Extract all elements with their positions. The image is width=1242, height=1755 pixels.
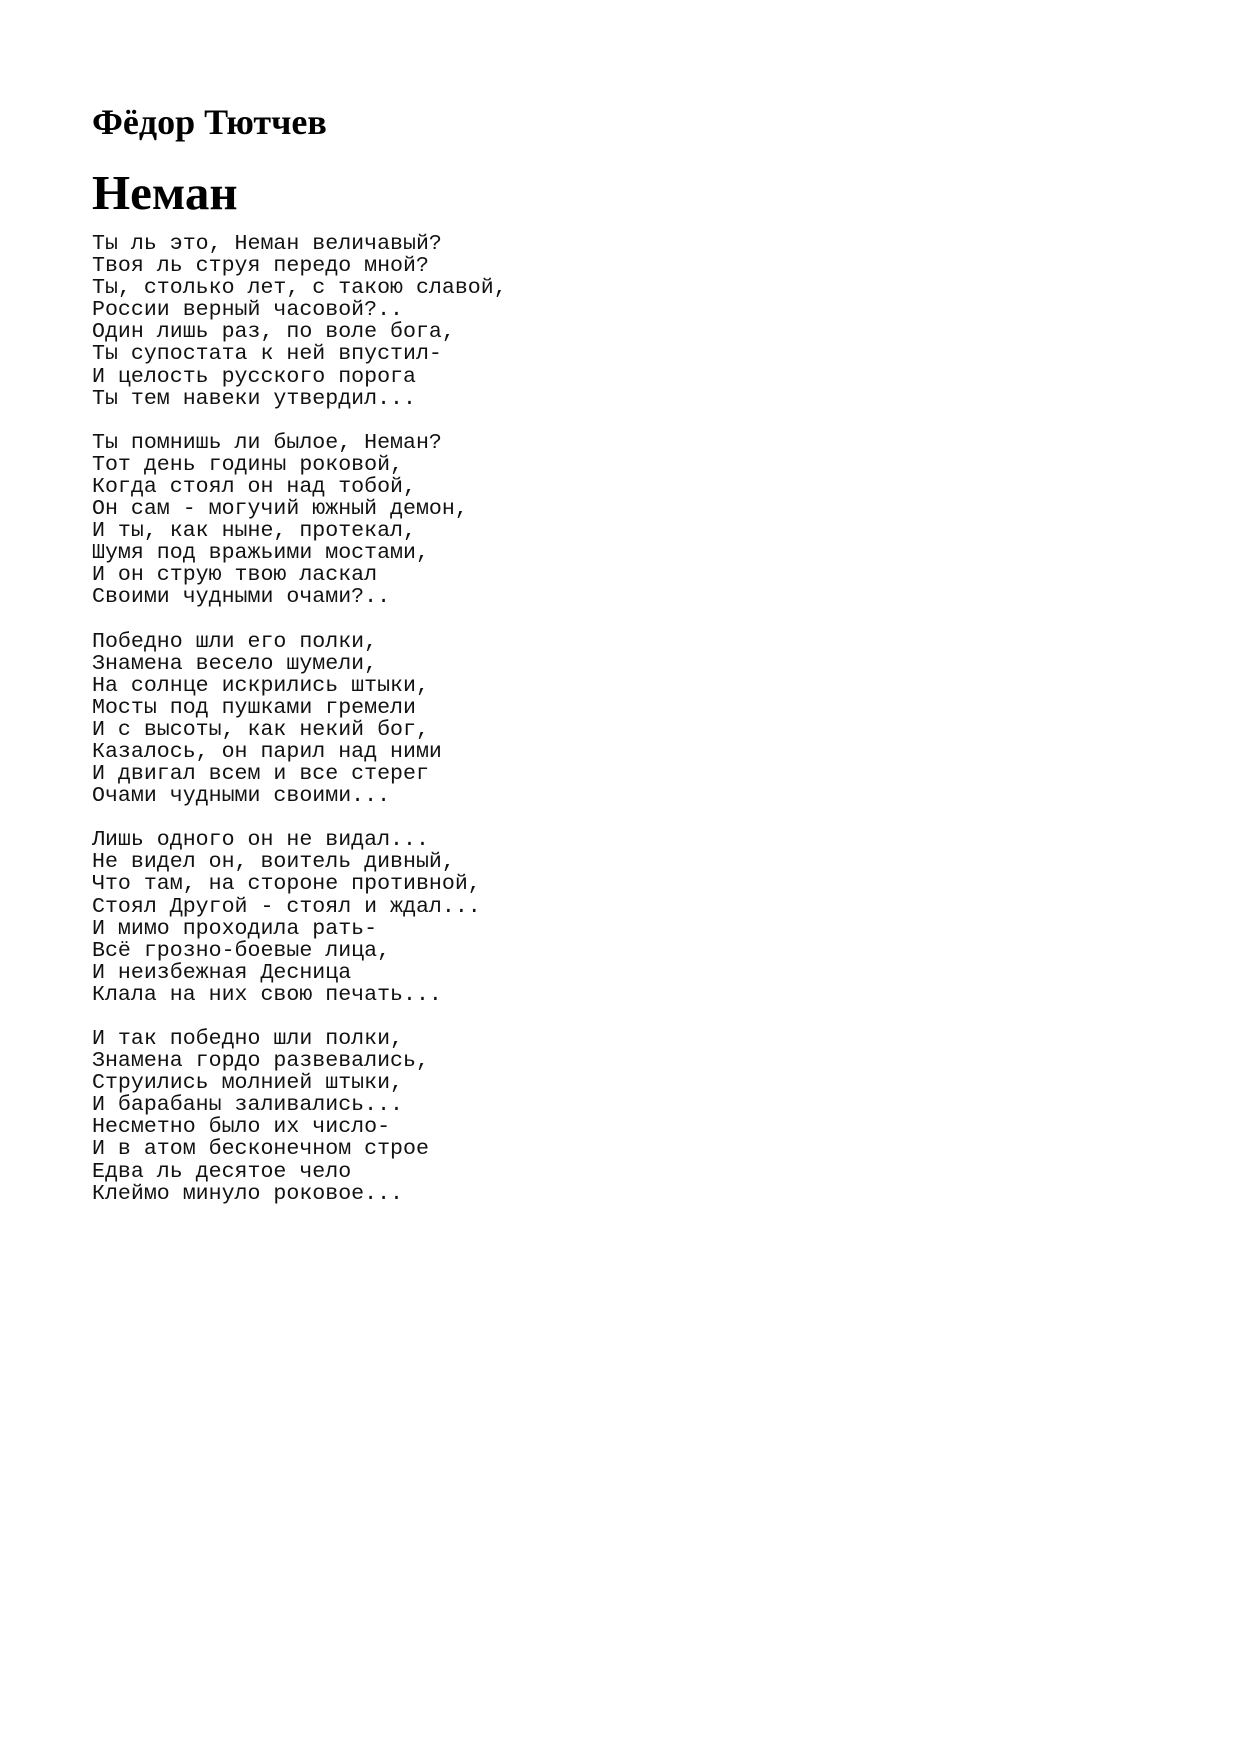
- poem-line: Стоял Другой - стоял и ждал...: [92, 894, 481, 919]
- author-name: Фёдор Тютчев: [92, 102, 327, 142]
- poem-line: Тот день годины роковой,: [92, 452, 404, 477]
- poem-line: Клеймо минуло роковое...: [92, 1181, 404, 1206]
- poem-line: Ты помнишь ли былое, Неман?: [92, 430, 442, 455]
- poem-line: На солнце искрились штыки,: [92, 673, 429, 698]
- poem-line: Клала на них свою печать...: [92, 982, 442, 1007]
- poem-line: Ты тем навеки утвердил...: [92, 386, 416, 411]
- poem-line: И он струю твою ласкал: [92, 563, 378, 588]
- poem-line: Очами чудными своими...: [92, 784, 391, 809]
- poem-line: И мимо проходила рать-: [92, 916, 378, 941]
- poem-line: Ты ль это, Неман величавый?: [92, 232, 442, 256]
- poem-line: И в атом бесконечном строе: [92, 1137, 429, 1162]
- poem-line: Когда стоял он над тобой,: [92, 474, 416, 499]
- poem-line: Твоя ль струя передо мной?: [92, 254, 429, 279]
- poem-line: Не видел он, воитель дивный,: [92, 850, 455, 875]
- poem-line: Знамена гордо развевались,: [92, 1049, 429, 1074]
- poem-line: Своими чудными очами?..: [92, 585, 391, 610]
- poem-line: Победно шли его полки,: [92, 629, 378, 654]
- poem-line: Шумя под вражьими мостами,: [92, 541, 429, 566]
- poem-line: Мосты под пушками гремели: [92, 695, 416, 720]
- poem-line: И с высоты, как некий бог,: [92, 717, 429, 742]
- poem-line: Ты супостата к ней впустил-: [92, 342, 442, 367]
- poem-line: Ты, столько лет, с такою славой,: [92, 276, 507, 301]
- stanza-3: [92, 631, 507, 808]
- poem-line: Знамена весело шумели,: [92, 651, 378, 676]
- poem-line: Струились молнией штыки,: [92, 1071, 404, 1096]
- stanza-1: [92, 233, 507, 410]
- poem-line: Несметно было их число-: [92, 1115, 391, 1140]
- poem-line: Едва ль десятое чело: [92, 1159, 352, 1184]
- stanza-2: [92, 432, 507, 609]
- poem-line: Казалось, он парил над ними: [92, 739, 442, 764]
- poem-line: Что там, на стороне противной,: [92, 872, 481, 897]
- poem-line: И так победно шли полки,: [92, 1027, 404, 1051]
- stanza-4: [92, 829, 507, 1006]
- poem-line: И неизбежная Десница: [92, 960, 352, 985]
- stanza-5: [92, 1028, 507, 1205]
- poem-line: Он сам - могучий южный демон,: [92, 497, 468, 522]
- poem-line: Лишь одного он не видал...: [92, 828, 429, 853]
- poem-line: Всё грозно-боевые лица,: [92, 938, 391, 963]
- poem-line: И барабаны заливались...: [92, 1093, 404, 1118]
- poem-body: [92, 233, 507, 1227]
- poem-line: России верный часовой?..: [92, 298, 404, 323]
- poem-title: Неман: [92, 165, 238, 220]
- poem-line: И ты, как ныне, протекал,: [92, 519, 416, 544]
- poem-line: И двигал всем и все стерег: [92, 762, 429, 787]
- poem-line: Один лишь раз, по воле бога,: [92, 320, 455, 345]
- poem-line: И целость русского порога: [92, 364, 416, 389]
